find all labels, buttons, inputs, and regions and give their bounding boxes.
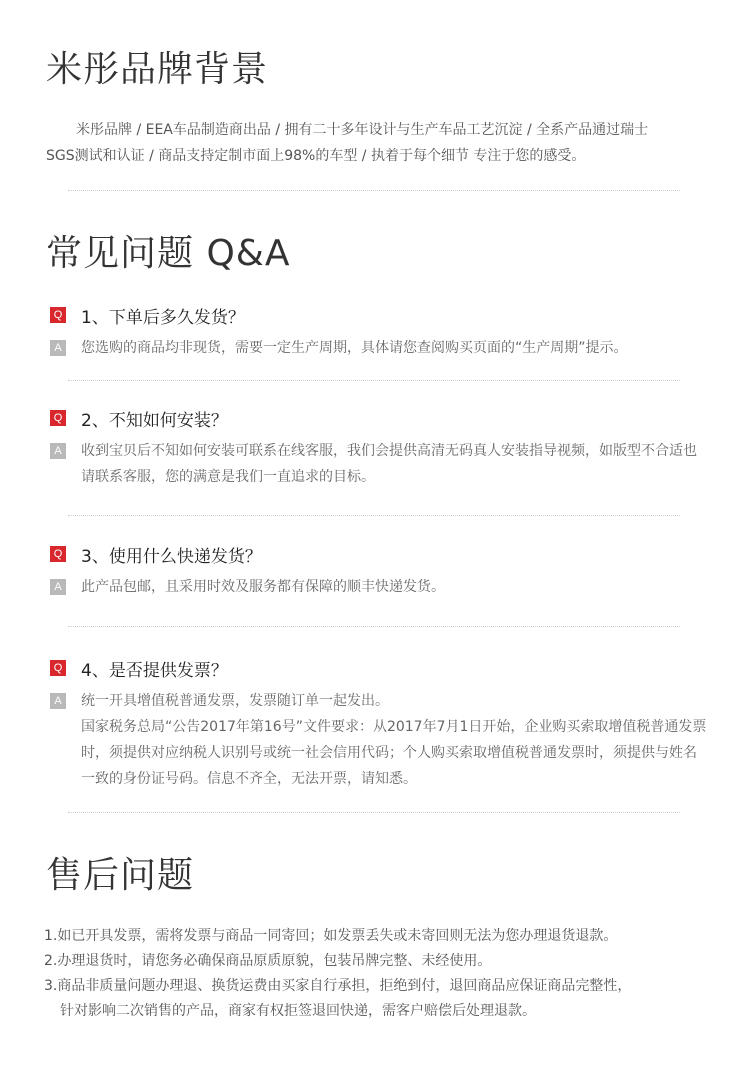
answer-badge-icon: A [50,693,66,709]
answer-badge-icon: A [50,340,66,356]
list-item [44,974,704,1024]
question-badge-icon: Q [50,410,66,426]
answer-badge-icon: A [50,579,66,595]
answer-row [50,688,710,792]
list-number: 1. [44,928,58,944]
question-badge-icon: Q [50,660,66,676]
answer-badge-icon: A [50,443,66,459]
answer-row [50,335,710,361]
list-item [44,949,704,974]
question-row [50,542,710,566]
answer-paragraph: 国家税务总局“公告2017年第16号”文件要求：从2017年7月1日开始，企业购买索取增值税普通发票时，须提供对应纳税人识别号或统一社会信用代码；个人购买索取增值税普通发票时，须提供与姓名一致的身份证号码。信息不齐全，无法开票，请知悉。 [81,719,707,787]
list-item-text: 商品非质量问题办理退、换货运费由买家自行承担，拒绝到付，退回商品应保证商品完整性， [57,978,632,994]
qa-item-3 [50,542,710,600]
aftersale-list [44,924,704,1024]
list-number: 2. [44,953,58,969]
divider [68,626,680,627]
divider [68,380,680,381]
divider [68,812,680,813]
list-item [44,924,704,949]
aftersale-title: 售后问题 [46,855,195,896]
answer-row [50,438,710,490]
question-row [50,303,710,327]
question-row [50,406,710,430]
answer-text [81,688,710,792]
faq-title: 常见问题 Q&A [46,233,291,274]
list-number: 3. [44,978,58,994]
question-text: 1、下单后多久发货？ [81,307,245,328]
question-text: 2、不知如何安装？ [81,410,228,431]
answer-text [81,438,701,490]
list-item-text: 办理退货时，请您务必确保商品原质原貌，包装吊牌完整、未经使用。 [57,953,492,969]
list-item-continuation: 针对影响二次销售的产品，商家有权拒签退回快递，需客户赔偿后处理退款。 [60,1003,536,1019]
answer-text [81,574,445,600]
divider [68,515,680,516]
divider [68,190,680,191]
answer-paragraph: 此产品包邮，且采用时效及服务都有保障的顺丰快递发货。 [81,579,445,595]
qa-item-1 [50,303,710,361]
question-row [50,656,710,680]
qa-item-4 [50,656,710,792]
answer-text [81,335,628,361]
answer-paragraph: 统一开具增值税普通发票，发票随订单一起发出。 [81,693,389,709]
brand-title: 米彤品牌背景 [46,49,269,90]
question-text: 3、使用什么快递发货？ [81,546,262,567]
question-badge-icon: Q [50,546,66,562]
question-badge-icon: Q [50,307,66,323]
qa-item-2 [50,406,710,490]
brand-description: 米彤品牌 / EEA车品制造商出品 / 拥有二十多年设计与生产车品工艺沉淀 / 全系产品通过瑞士SGS测试和认证 / 商品支持定制市面上98%的车型 / 执着于每个细节 专注于您的感受。 [46,122,649,164]
list-item-text: 如已开具发票，需将发票与商品一同寄回；如发票丢失或未寄回则无法为您办理退货退款。 [57,928,618,944]
answer-paragraph: 您选购的商品均非现货，需要一定生产周期，具体请您查阅购买页面的“生产周期”提示。 [81,340,628,356]
question-text: 4、是否提供发票？ [81,660,228,681]
answer-paragraph: 收到宝贝后不知如何安装可联系在线客服，我们会提供高清无码真人安装指导视频，如版型不合适也请联系客服，您的满意是我们一直追求的目标。 [81,443,697,485]
answer-row [50,574,710,600]
